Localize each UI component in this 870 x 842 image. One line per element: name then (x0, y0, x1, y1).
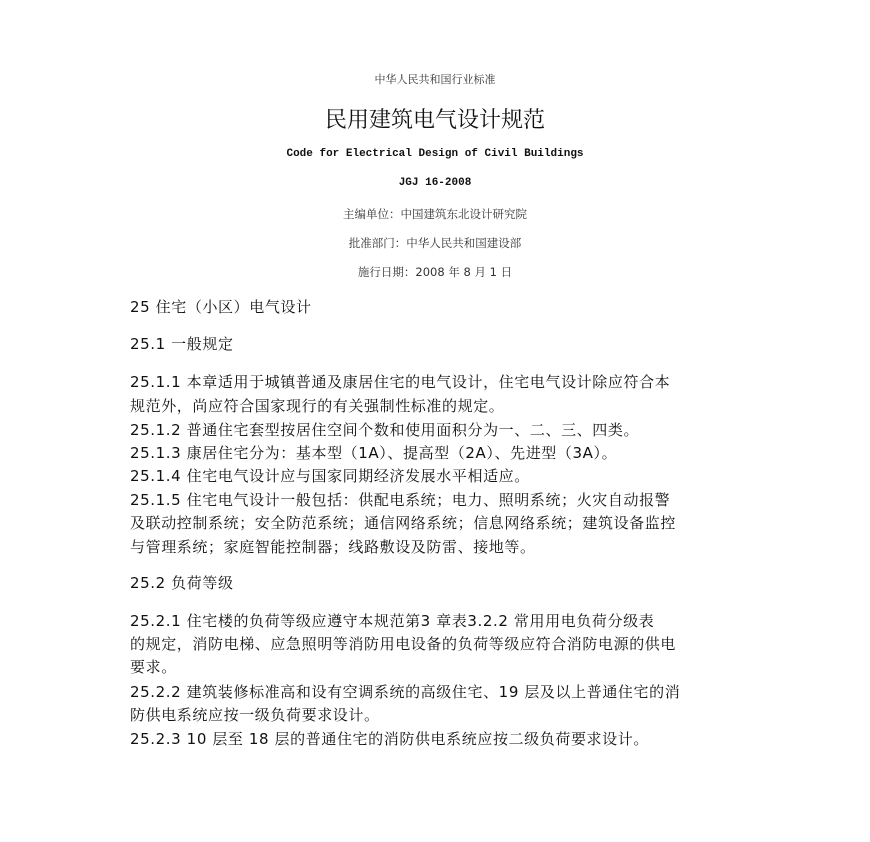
paragraph-line: 25.1.4 住宅电气设计应与国家同期经济发展水平相适应。 (130, 467, 530, 485)
paragraph-line: 的规定，消防电梯、应急照明等消防用电设备的负荷等级应符合消防电源的供电 (130, 635, 677, 653)
document-title: 民用建筑电气设计规范 (324, 108, 545, 133)
english-title: Code for Electrical Design of Civil Buildings (286, 148, 584, 160)
section-heading: 25.2 负荷等级 (130, 574, 234, 592)
standard-code: JGJ 16-2008 (398, 177, 472, 189)
paragraph-line: 25.1.3 康居住宅分为：基本型（1A）、提高型（2A）、先进型（3A）。 (130, 444, 618, 462)
paragraph-line: 防供电系统应按一级负荷要求设计。 (130, 706, 380, 724)
approval-department: 批准部门：中华人民共和国建设部 (348, 236, 522, 250)
paragraph-line: 与管理系统；家庭智能控制器；线路敷设及防雷、接地等。 (130, 538, 536, 556)
paragraph-line: 25.2.3 10 层至 18 层的普通住宅的消防供电系统应按二级负荷要求设计。 (130, 730, 649, 748)
paragraph-line: 25.1.2 普通住宅套型按居住空间个数和使用面积分为一、二、三、四类。 (130, 421, 640, 439)
industry-standard-label: 中华人民共和国行业标准 (374, 73, 496, 86)
paragraph-line: 25.2.1 住宅楼的负荷等级应遵守本规范第3 章表3.2.2 常用用电负荷分级表 (130, 612, 655, 630)
paragraph-line: 25.1.5 住宅电气设计一般包括：供配电系统；电力、照明系统；火灾自动报警 (130, 491, 671, 509)
paragraph-line: 要求。 (130, 658, 177, 676)
chapter-heading: 25 住宅（小区）电气设计 (130, 298, 312, 316)
paragraph-line: 25.2.2 建筑装修标准高和设有空调系统的高级住宅、19 层及以上普通住宅的消 (130, 683, 681, 701)
paragraph-line: 及联动控制系统；安全防范系统；通信网络系统；信息网络系统；建筑设备监控 (130, 514, 677, 532)
effective-date: 施行日期：2008 年 8 月 1 日 (357, 265, 513, 279)
editor-unit: 主编单位：中国建筑东北设计研究院 (343, 207, 527, 221)
paragraph-line: 规范外，尚应符合国家现行的有关强制性标准的规定。 (130, 397, 505, 415)
paragraph-line: 25.1.1 本章适用于城镇普通及康居住宅的电气设计，住宅电气设计除应符合本 (130, 373, 671, 391)
section-heading: 25.1 一般规定 (130, 335, 234, 353)
